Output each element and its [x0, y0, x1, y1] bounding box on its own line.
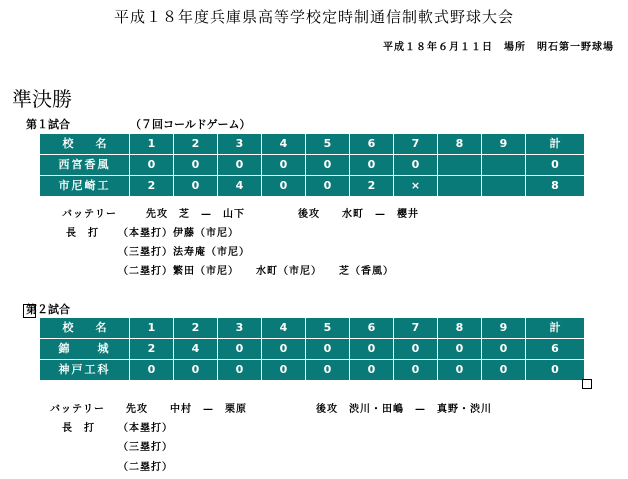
- score-cell: ×: [394, 176, 438, 197]
- score-cell: 0: [350, 155, 394, 176]
- score-cell: [482, 176, 526, 197]
- round-title: 準決勝: [12, 87, 72, 111]
- game1-battery-second: 後攻 水町 — 櫻井: [298, 209, 419, 220]
- game1-header-row: [40, 134, 585, 155]
- score-cell: [438, 176, 482, 197]
- header-inning-8: 8: [438, 134, 482, 155]
- header-inning-6: 6: [350, 134, 394, 155]
- header-inning-1: 1: [130, 134, 174, 155]
- team-name: 西宮香風: [40, 155, 130, 176]
- team-name: 市尼崎工: [40, 176, 130, 197]
- header-inning-9: 9: [482, 134, 526, 155]
- score-cell: 0: [438, 360, 482, 381]
- total-cell: 0: [526, 360, 585, 381]
- date-venue: 平成１８年６月１１日 場所 明石第一野球場: [383, 42, 614, 53]
- game1-hr-line: （本塁打）伊藤（市尼）: [118, 228, 239, 239]
- score-cell: [482, 155, 526, 176]
- score-cell: 0: [174, 155, 218, 176]
- team-name: 錦 城: [40, 339, 130, 360]
- game2-hr-line: （本塁打）: [118, 423, 173, 434]
- total-cell: 8: [526, 176, 585, 197]
- game1-battery-label: バッテリー: [62, 209, 117, 220]
- header-inning-3: 3: [218, 318, 262, 339]
- score-cell: 0: [306, 155, 350, 176]
- header-inning-7: 7: [394, 318, 438, 339]
- total-cell: 6: [526, 339, 585, 360]
- game2-battery-first: 先攻 中村 — 栗原: [126, 404, 247, 415]
- header-inning-6: 6: [350, 318, 394, 339]
- header-total: 計: [526, 318, 585, 339]
- game2-scoreboard: [39, 317, 585, 381]
- game1-double-line: （二塁打）繁田（市尼） 水町（市尼） 芝（香風）: [118, 266, 394, 277]
- score-cell: 0: [482, 360, 526, 381]
- score-cell: 2: [130, 176, 174, 197]
- score-cell: 0: [218, 360, 262, 381]
- header-inning-4: 4: [262, 318, 306, 339]
- score-cell: 2: [130, 339, 174, 360]
- score-cell: 0: [306, 339, 350, 360]
- score-cell: 0: [218, 155, 262, 176]
- score-cell: 4: [218, 176, 262, 197]
- header-school: 校 名: [40, 318, 130, 339]
- score-cell: 0: [350, 339, 394, 360]
- game2-header-row: [40, 318, 585, 339]
- game2-hit-label: 長 打: [62, 423, 95, 434]
- score-cell: 0: [174, 176, 218, 197]
- score-cell: 0: [394, 339, 438, 360]
- score-cell: 0: [262, 339, 306, 360]
- header-inning-2: 2: [174, 318, 218, 339]
- game2-battery-label: バッテリー: [50, 404, 105, 415]
- score-cell: 0: [394, 155, 438, 176]
- game2-label: 第２試合: [26, 303, 70, 316]
- game1-battery-first: 先攻 芝 — 山下: [146, 209, 245, 220]
- score-cell: [438, 155, 482, 176]
- score-cell: 0: [130, 155, 174, 176]
- score-cell: 2: [350, 176, 394, 197]
- header-inning-5: 5: [306, 318, 350, 339]
- header-inning-2: 2: [174, 134, 218, 155]
- table-row: [40, 339, 585, 360]
- score-cell: 0: [394, 360, 438, 381]
- header-inning-1: 1: [130, 318, 174, 339]
- score-cell: 0: [174, 360, 218, 381]
- game2-double-line: （二塁打）: [118, 462, 173, 473]
- game1-hit-label: 長 打: [66, 228, 99, 239]
- score-cell: 4: [174, 339, 218, 360]
- table-row: [40, 155, 585, 176]
- score-cell: 0: [218, 339, 262, 360]
- game1-scoreboard: [39, 133, 585, 197]
- game2-triple-line: （三塁打）: [118, 442, 173, 453]
- header-inning-3: 3: [218, 134, 262, 155]
- team-name: 神戸工科: [40, 360, 130, 381]
- table-row: [40, 360, 585, 381]
- table-row: [40, 176, 585, 197]
- header-inning-4: 4: [262, 134, 306, 155]
- score-cell: 0: [130, 360, 174, 381]
- header-inning-8: 8: [438, 318, 482, 339]
- header-inning-9: 9: [482, 318, 526, 339]
- score-cell: 0: [262, 155, 306, 176]
- score-cell: 0: [306, 176, 350, 197]
- game1-label: 第１試合: [26, 118, 70, 131]
- score-cell: 0: [262, 360, 306, 381]
- game2-battery-second: 後攻 渋川・田嶋 — 真野・渋川: [316, 404, 492, 415]
- game1-note: （７回コールドゲーム）: [130, 118, 251, 131]
- header-school: 校 名: [40, 134, 130, 155]
- score-cell: 0: [350, 360, 394, 381]
- score-cell: 0: [482, 339, 526, 360]
- header-inning-7: 7: [394, 134, 438, 155]
- score-cell: 0: [262, 176, 306, 197]
- resize-handle[interactable]: [582, 379, 592, 389]
- header-total: 計: [526, 134, 585, 155]
- game1-triple-line: （三塁打）法寿庵（市尼）: [118, 247, 250, 258]
- score-cell: 0: [438, 339, 482, 360]
- header-inning-5: 5: [306, 134, 350, 155]
- page-title: 平成１８年度兵庫県高等学校定時制通信制軟式野球大会: [113, 8, 514, 26]
- total-cell: 0: [526, 155, 585, 176]
- score-cell: 0: [306, 360, 350, 381]
